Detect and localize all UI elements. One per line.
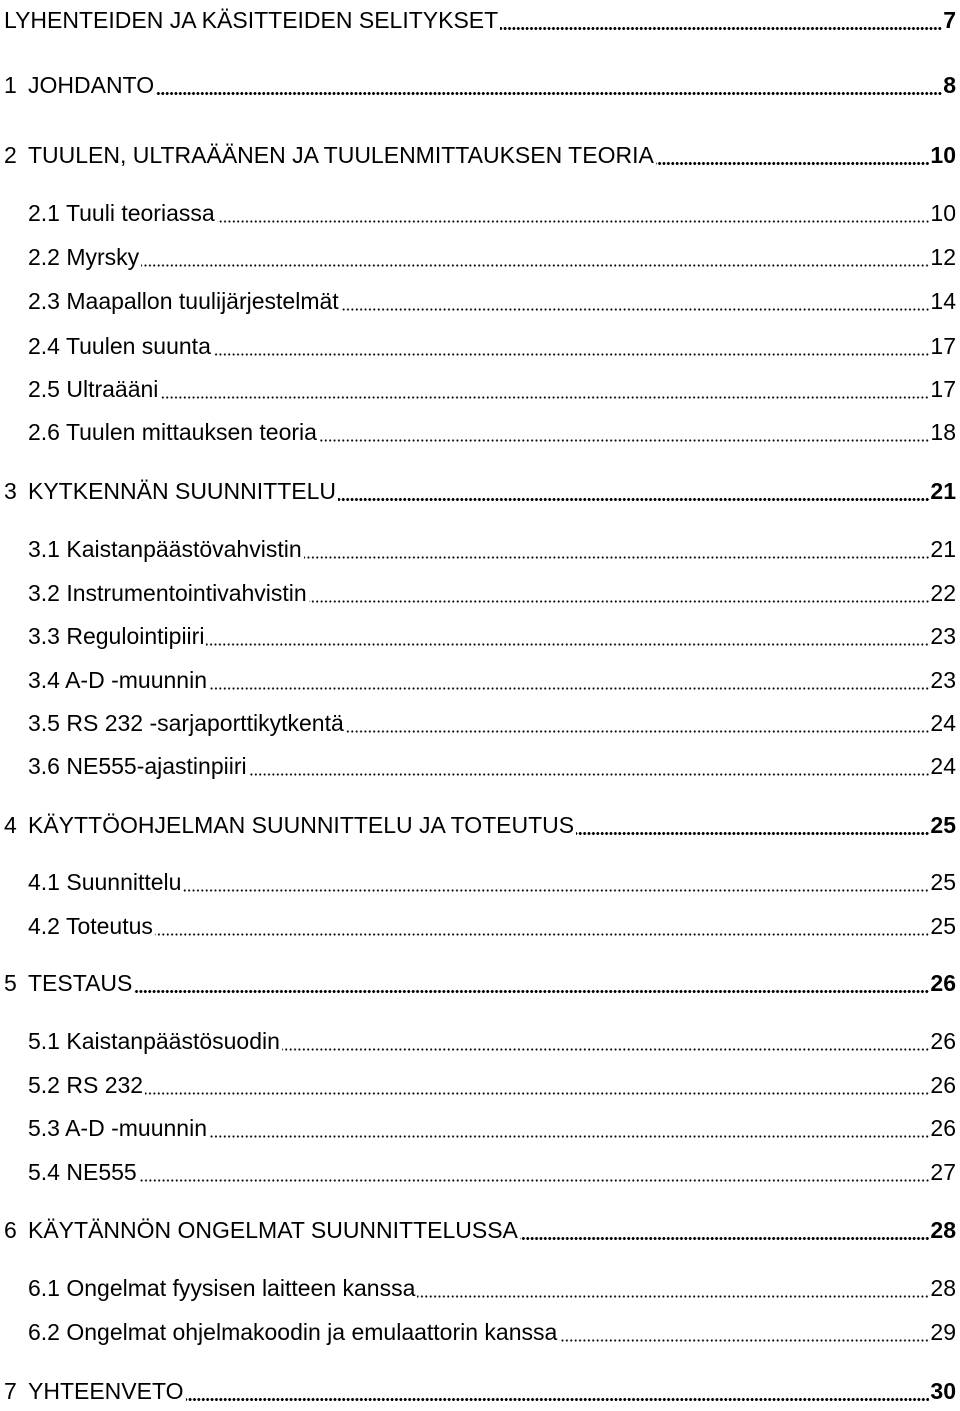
toc-entry[interactable] — [28, 1152, 956, 1192]
dot-leader — [183, 889, 929, 892]
toc-entry-page-number: 23 — [930, 622, 956, 649]
toc-entry[interactable] — [28, 1021, 956, 1061]
toc-entry-number: 3 — [4, 477, 17, 504]
toc-entry-title: 6.1 Ongelmat fyysisen laitteen kanssa — [28, 1274, 416, 1301]
toc-entry-page-number: 8 — [943, 71, 956, 98]
toc-entry-page-number: 28 — [930, 1274, 956, 1301]
toc-entry-page-number: 27 — [930, 1158, 956, 1185]
dot-leader — [186, 1398, 930, 1401]
toc-entry-page-number: 24 — [930, 752, 956, 779]
toc-entry[interactable] — [28, 1312, 956, 1352]
toc-entry[interactable] — [4, 963, 956, 1003]
toc-entry-title: 5.3 A-D -muunnin — [28, 1114, 207, 1141]
toc-entry-page-number: 26 — [930, 1027, 956, 1054]
toc-entry-title: 4.1 Suunnittelu — [28, 868, 182, 895]
toc-entry[interactable] — [28, 616, 956, 656]
dot-leader — [500, 27, 942, 30]
toc-entry[interactable] — [28, 369, 956, 409]
toc-entry-title: 3.5 RS 232 -sarjaporttikytkentä — [28, 709, 344, 736]
toc-entry[interactable] — [28, 412, 956, 452]
toc-entry-page-number: 10 — [930, 141, 956, 168]
toc-entry-title: 6.2 Ongelmat ohjelmakoodin ja emulaattorin kanssa — [28, 1318, 558, 1345]
toc-entry-page-number: 25 — [930, 868, 956, 895]
toc-entry-title: 3.4 A-D -muunnin — [28, 666, 207, 693]
dot-leader — [160, 396, 929, 399]
toc-entry-title: TUULEN, ULTRAÄÄNEN JA TUULENMITTAUKSEN TEORIA — [28, 141, 654, 168]
toc-entry[interactable] — [28, 193, 956, 233]
toc-entry[interactable] — [28, 281, 956, 321]
dot-leader — [139, 1179, 930, 1182]
toc-entry[interactable] — [28, 703, 956, 743]
toc-entry-page-number: 17 — [930, 332, 956, 359]
toc-entry-title: 2.4 Tuulen suunta — [28, 332, 211, 359]
toc-entry-page-number: 26 — [930, 1071, 956, 1098]
toc-entry-page-number: 30 — [930, 1377, 956, 1404]
dot-leader — [346, 730, 930, 733]
toc-entry-number: 4 — [4, 811, 17, 838]
toc-entry-title: 3.1 Kaistanpäästövahvistin — [28, 535, 302, 562]
toc-entry-page-number: 21 — [930, 535, 956, 562]
dot-leader — [309, 600, 930, 603]
dot-leader — [209, 687, 929, 690]
toc-entry[interactable] — [28, 326, 956, 366]
dot-leader — [155, 933, 930, 936]
dot-leader — [141, 264, 929, 267]
toc-entry-number: 6 — [4, 1216, 17, 1243]
toc-entry[interactable] — [28, 573, 956, 613]
toc-entry[interactable] — [4, 1210, 956, 1250]
dot-leader — [656, 162, 930, 165]
toc-entry-page-number: 14 — [930, 287, 956, 314]
dot-leader — [156, 92, 942, 95]
toc-entry[interactable] — [4, 0, 956, 40]
toc-entry-title: 3.2 Instrumentointivahvistin — [28, 579, 307, 606]
toc-entry-page-number: 7 — [943, 6, 956, 33]
toc-entry[interactable] — [28, 1268, 956, 1308]
toc-entry-title: 2.1 Tuuli teoriassa — [28, 199, 215, 226]
toc-entry-number: 5 — [4, 969, 17, 996]
dot-leader — [217, 220, 930, 223]
dot-leader — [341, 308, 930, 311]
toc-entry-title: 2.6 Tuulen mittauksen teoria — [28, 418, 317, 445]
toc-entry-title: 2.5 Ultraääni — [28, 375, 159, 402]
toc-entry-title: 5.4 NE555 — [28, 1158, 137, 1185]
toc-entry-title: 2.2 Myrsky — [28, 243, 140, 270]
toc-entry-page-number: 25 — [930, 912, 956, 939]
dot-leader — [282, 1048, 929, 1051]
dot-leader — [417, 1295, 929, 1298]
dot-leader — [304, 556, 930, 559]
toc-entry-title: TESTAUS — [28, 969, 133, 996]
toc-entry[interactable] — [4, 805, 956, 845]
toc-entry[interactable] — [4, 471, 956, 511]
dot-leader — [249, 773, 930, 776]
toc-entry[interactable] — [28, 1065, 956, 1105]
toc-entry-page-number: 10 — [930, 199, 956, 226]
toc-entry-title: 3.6 NE555-ajastinpiiri — [28, 752, 247, 779]
toc-entry-title: KÄYTÄNNÖN ONGELMAT SUUNNITTELUSSA — [28, 1216, 518, 1243]
toc-entry[interactable] — [28, 862, 956, 902]
toc-entry-title: YHTEENVETO — [28, 1377, 184, 1404]
toc-entry-title: 3.3 Regulointipiiri — [28, 622, 205, 649]
toc-entry[interactable] — [28, 660, 956, 700]
toc-entry[interactable] — [28, 529, 956, 569]
toc-entry-number: 2 — [4, 141, 17, 168]
toc-entry-title: 5.1 Kaistanpäästösuodin — [28, 1027, 280, 1054]
toc-entry[interactable] — [28, 237, 956, 277]
toc-entry-page-number: 26 — [930, 969, 956, 996]
toc-entry-title: 2.3 Maapallon tuulijärjestelmät — [28, 287, 339, 314]
toc-entry-page-number: 26 — [930, 1114, 956, 1141]
dot-leader — [338, 498, 929, 501]
toc-entry-page-number: 25 — [930, 811, 956, 838]
toc-entry-page-number: 12 — [930, 243, 956, 270]
toc-entry[interactable] — [4, 1371, 956, 1411]
dot-leader — [319, 439, 929, 442]
toc-entry[interactable] — [28, 1108, 956, 1148]
dot-leader — [520, 1237, 930, 1240]
toc-entry[interactable] — [4, 65, 956, 105]
toc-entry-page-number: 23 — [930, 666, 956, 693]
dot-leader — [559, 1339, 929, 1342]
toc-entry-number: 1 — [4, 71, 17, 98]
toc-entry-title: LYHENTEIDEN JA KÄSITTEIDEN SELITYKSET — [4, 6, 499, 33]
dot-leader — [209, 1135, 929, 1138]
dot-leader — [134, 990, 929, 993]
toc-entry-page-number: 17 — [930, 375, 956, 402]
toc-entry[interactable] — [28, 906, 956, 946]
toc-entry-number: 7 — [4, 1377, 17, 1404]
dot-leader — [145, 1092, 929, 1095]
toc-entry-page-number: 28 — [930, 1216, 956, 1243]
toc-entry-title: JOHDANTO — [28, 71, 155, 98]
toc-entry-title: 5.2 RS 232 — [28, 1071, 144, 1098]
toc-entry-page-number: 24 — [930, 709, 956, 736]
dot-leader — [213, 353, 930, 356]
toc-entry-page-number: 29 — [930, 1318, 956, 1345]
toc-entry-page-number: 18 — [930, 418, 956, 445]
toc-entry[interactable] — [4, 135, 956, 175]
toc-entry-title: 4.2 Toteutus — [28, 912, 153, 939]
dot-leader — [206, 643, 929, 646]
dot-leader — [576, 832, 929, 835]
toc-entry-title: KÄYTTÖOHJELMAN SUUNNITTELU JA TOTEUTUS — [28, 811, 575, 838]
toc-entry-page-number: 22 — [930, 579, 956, 606]
toc-entry[interactable] — [28, 746, 956, 786]
toc-entry-page-number: 21 — [930, 477, 956, 504]
toc-entry-title: KYTKENNÄN SUUNNITTELU — [28, 477, 336, 504]
